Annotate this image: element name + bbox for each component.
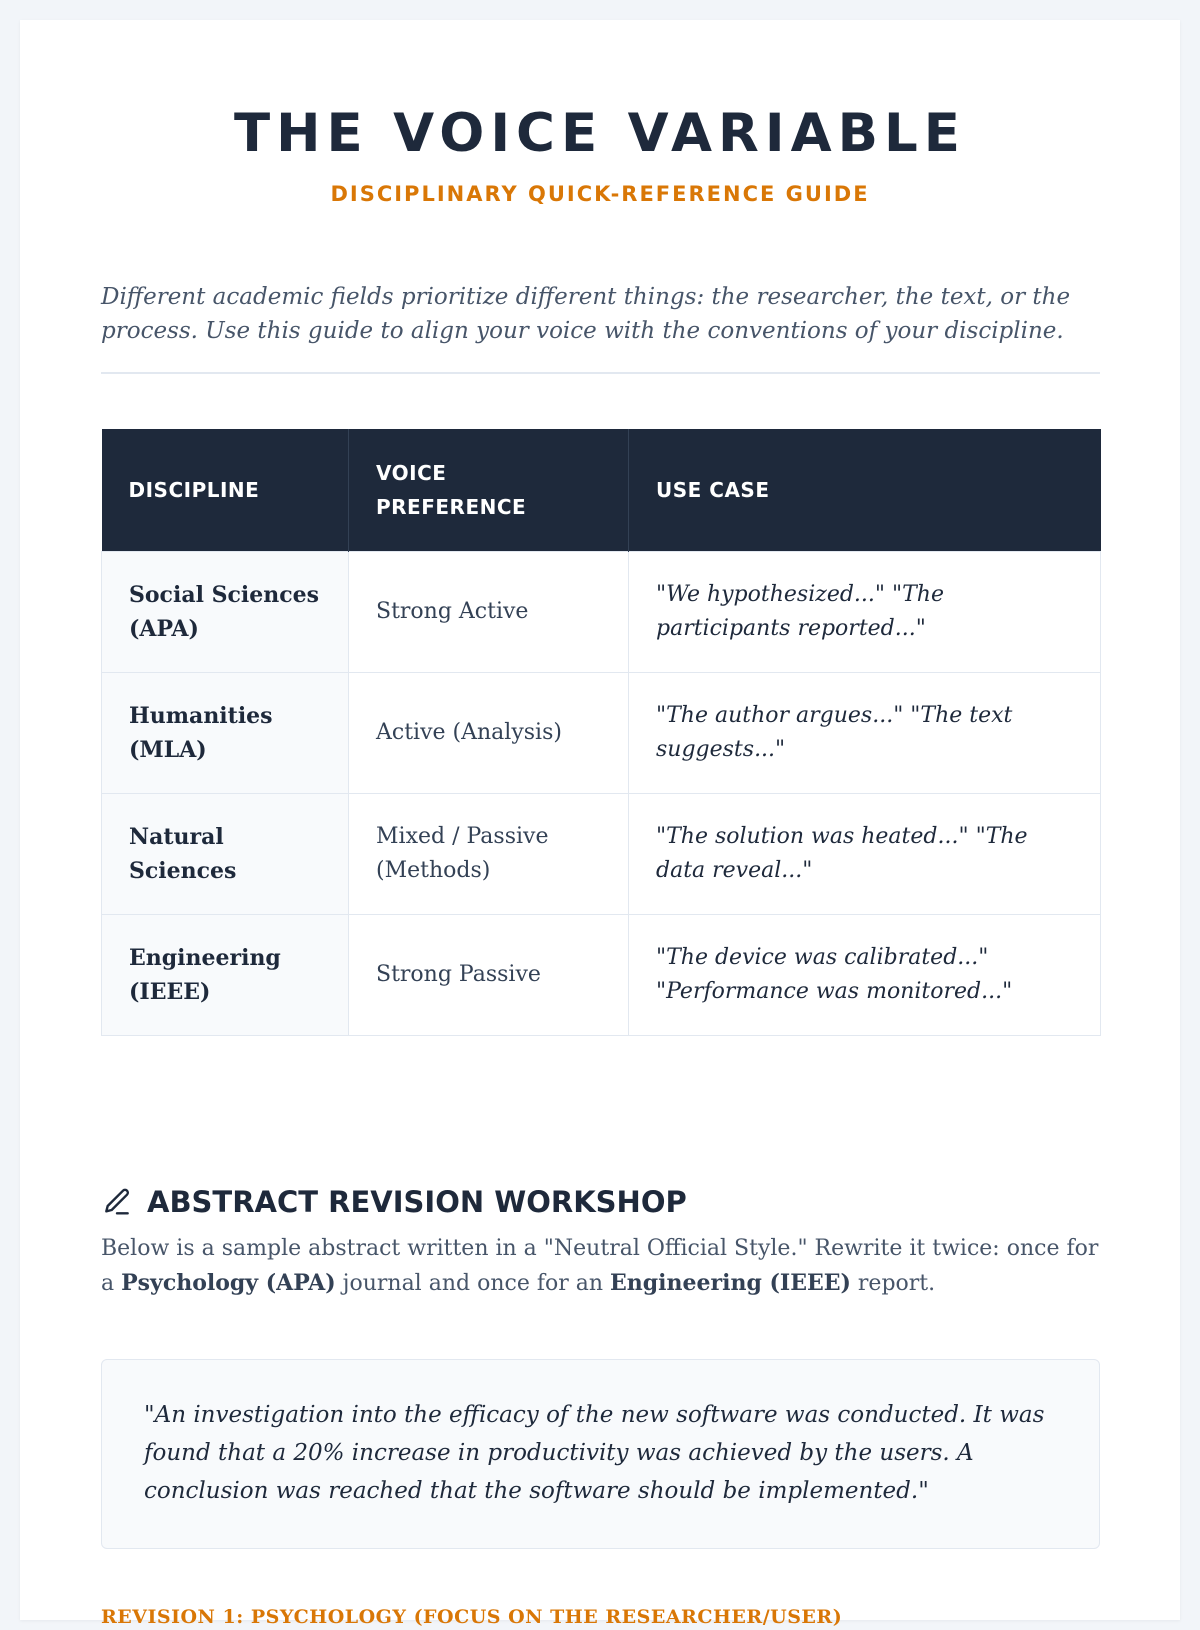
sample-abstract-text: "An investigation into the efficacy of the new software was conducted. It was found that a 20% increase in productivity was achieved by the users. A conclusion was reached that the software should be implemented." — [144, 1402, 1045, 1504]
page-subtitle: DISCIPLINARY QUICK-REFERENCE GUIDE — [330, 182, 870, 206]
use-case-cell: "We hypothesized..." "The participants reported..." — [629, 552, 1101, 673]
use-case-cell: "The solution was heated..." "The data reveal..." — [629, 794, 1101, 915]
discipline-reference-table — [101, 429, 1101, 1036]
document-page — [20, 20, 1180, 1628]
sample-abstract-box — [101, 1359, 1100, 1549]
voice-cell: Active (Analysis) — [349, 673, 629, 794]
pen-icon — [101, 1186, 133, 1218]
voice-cell: Strong Passive — [349, 915, 629, 1036]
reference-table-container — [101, 429, 1100, 1036]
table-row — [102, 915, 1101, 1036]
emphasis-engineering: Engineering (IEEE) — [610, 1270, 851, 1296]
workshop-instructions — [101, 1232, 1100, 1301]
table-header-row — [102, 429, 1101, 552]
table-row — [102, 552, 1101, 673]
use-case-cell: "The device was calibrated..." "Performance was monitored..." — [629, 915, 1101, 1036]
revision-1-label: REVISION 1: PSYCHOLOGY (FOCUS ON THE RESEARCHER/USER) — [101, 1606, 843, 1628]
page-title: THE VOICE VARIABLE — [234, 103, 966, 164]
discipline-cell: Humanities (MLA) — [102, 673, 349, 794]
workshop-heading — [101, 1180, 1100, 1224]
emphasis-psychology: Psychology (APA) — [121, 1270, 336, 1296]
discipline-cell: Social Sciences (APA) — [102, 552, 349, 673]
intro-paragraph: Different academic fields prioritize different things: the researcher, the text, or the process. Use this guide to align your voice with the conventions of your discipline. — [101, 284, 1071, 344]
table-row — [102, 794, 1101, 915]
column-header-discipline: DISCIPLINE — [102, 429, 349, 552]
column-header-use-case: USE CASE — [629, 429, 1101, 552]
table-row — [102, 673, 1101, 794]
discipline-cell: Natural Sciences — [102, 794, 349, 915]
column-header-voice-preference: VOICE PREFERENCE — [349, 429, 629, 552]
voice-cell: Strong Active — [349, 552, 629, 673]
workshop-heading-text: ABSTRACT REVISION WORKSHOP — [147, 1185, 687, 1219]
instruction-text: Below is a sample abstract written in a "Neutral Official Style." Rewrite it twice: once for a — [101, 1236, 1099, 1296]
discipline-cell: Engineering (IEEE) — [102, 915, 349, 1036]
instruction-text: report. — [850, 1271, 936, 1296]
instruction-text: journal and once for an — [335, 1271, 611, 1296]
use-case-cell: "The author argues..." "The text suggests..." — [629, 673, 1101, 794]
section-divider — [101, 372, 1100, 374]
voice-cell: Mixed / Passive (Methods) — [349, 794, 629, 915]
